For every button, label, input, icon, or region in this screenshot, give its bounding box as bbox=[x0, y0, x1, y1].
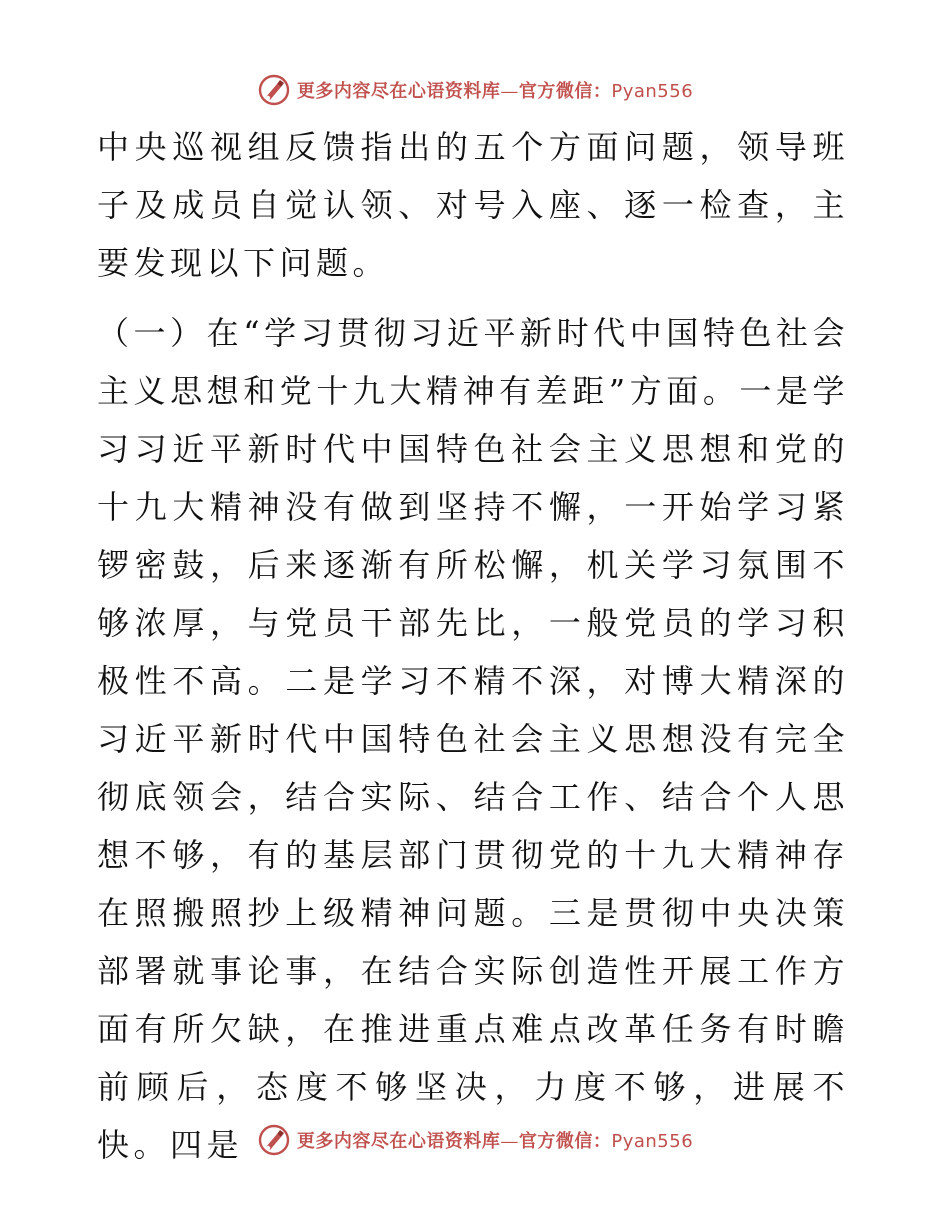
watermark-separator: — bbox=[500, 1131, 519, 1152]
document-body bbox=[97, 118, 849, 1174]
watermark-wechat-label: 官方微信： bbox=[518, 81, 612, 102]
pen-seal-icon bbox=[257, 73, 291, 107]
watermark-wechat-id: Pyan556 bbox=[611, 81, 694, 102]
paragraph-intro: 中央巡视组反馈指出的五个方面问题，领导班子及成员自觉认领、对号入座、逐一检查，主要发现以下问题。 bbox=[97, 128, 849, 282]
watermark-separator: — bbox=[500, 81, 519, 102]
watermark-wechat-id: Pyan556 bbox=[611, 1131, 694, 1152]
footer-watermark bbox=[0, 1120, 950, 1160]
watermark-text-line bbox=[297, 1127, 693, 1153]
watermark-group bbox=[257, 73, 693, 107]
watermark-slogan: 更多内容尽在心语资料库 bbox=[296, 1131, 501, 1152]
watermark-group bbox=[257, 1123, 693, 1157]
header-watermark bbox=[0, 70, 950, 110]
watermark-wechat-label: 官方微信： bbox=[518, 1131, 612, 1152]
watermark-text-line bbox=[297, 77, 693, 103]
watermark-slogan: 更多内容尽在心语资料库 bbox=[296, 81, 501, 102]
pen-seal-icon bbox=[257, 1123, 291, 1157]
paragraph-section-one: （一）在“学习贯彻习近平新时代中国特色社会主义思想和党十九大精神有差距”方面。一是学习习近平新时代中国特色社会主义思想和党的十九大精神没有做到坚持不懈，一开始学习紧锣密鼓，后来逐渐有所松懈，机关学习氛围不够浓厚，与党员干部先比，一般党员的学习积极性不高。二是学习不精不深，对博大精深的习近平新时代中国特色社会主义思想没有完全彻底领会，结合实际、结合工作、结合个人思想不够，有的基层部门贯彻党的十九大精神存在照搬照抄上级精神问题。三是贯彻中央决策部署就事论事，在结合实际创造性开展工作方面有所欠缺，在推进重点难点改革任务有时瞻前顾后，态度不够坚决，力度不够，进展不快。四是 bbox=[97, 314, 849, 1164]
